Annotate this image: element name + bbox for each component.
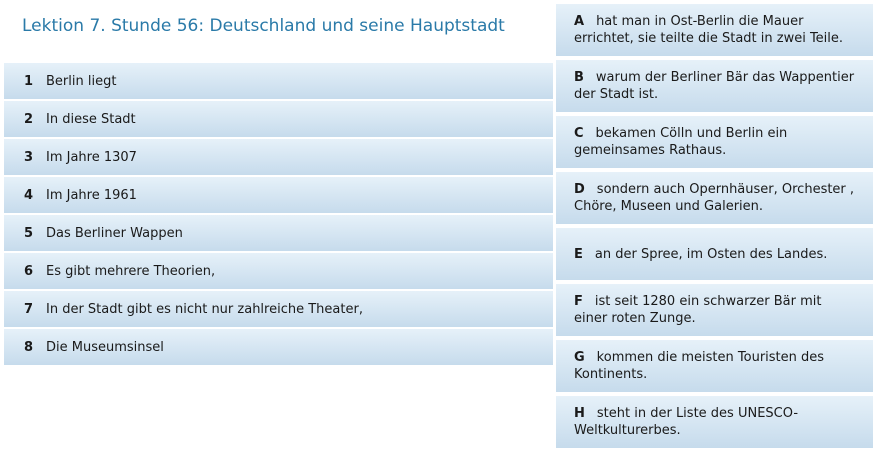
item-text-line1: hat man in Ost-Berlin die Mauer [596,14,804,29]
list-item[interactable] [556,228,873,280]
list-item[interactable] [4,177,553,213]
list-item[interactable] [4,63,553,99]
item-number: 4 [24,187,34,203]
item-number: 2 [24,111,34,127]
item-number: 8 [24,339,34,355]
item-text: In diese Stadt [46,111,136,127]
item-text: Die Museumsinsel [46,339,164,355]
item-text: Im Jahre 1307 [46,149,137,165]
item-text-line2: errichtet, sie teilte die Stadt in zwei Teile. [574,31,844,46]
list-item[interactable] [556,340,873,392]
list-item[interactable] [556,60,873,112]
item-text-line1: kommen die meisten Touristen des [596,350,825,365]
item-text-line2: gemeinsames Rathaus. [574,143,727,158]
list-item[interactable] [4,215,553,251]
item-letter: A [574,14,585,29]
item-text-line2: einer roten Zunge. [574,311,696,326]
item-number: 6 [24,263,34,279]
list-item[interactable] [556,116,873,168]
item-text-line2: Weltkulturerbes. [574,423,681,438]
list-item[interactable] [556,284,873,336]
item-text: Berlin liegt [46,73,117,89]
list-item[interactable] [556,172,873,224]
item-number: 5 [24,225,34,241]
item-text-line1: bekamen Cölln und Berlin ein [595,126,788,141]
item-number: 7 [24,301,34,317]
list-item[interactable] [556,396,873,448]
item-text-line1: an der Spree, im Osten des Landes. [594,247,828,262]
item-text-line1: warum der Berliner Bär das Wappentier [595,70,855,85]
item-letter: E [574,247,583,262]
list-item[interactable] [4,253,553,289]
item-text-line2: Kontinents. [574,367,648,382]
list-item[interactable] [4,291,553,327]
item-text-line2: Chöre, Museen und Galerien. [574,199,764,214]
item-text: Im Jahre 1961 [46,187,137,203]
item-text-line1: sondern auch Opernhäuser, Orchester , [596,182,855,197]
item-text: Das Berliner Wappen [46,225,183,241]
item-letter: H [574,406,585,421]
list-item[interactable] [4,101,553,137]
item-number: 1 [24,73,34,89]
item-text-line1: steht in der Liste des UNESCO- [596,406,799,421]
item-text: In der Stadt gibt es nicht nur zahlreiche Theater, [46,301,363,317]
item-letter: B [574,70,584,85]
item-text-line2: der Stadt ist. [574,87,659,102]
item-letter: C [574,126,584,141]
item-text: Es gibt mehrere Theorien, [46,263,216,279]
item-letter: G [574,350,585,365]
list-item[interactable] [4,139,553,175]
item-number: 3 [24,149,34,165]
page-title: Lektion 7. Stunde 56: Deutschland und seine Hauptstadt [22,16,505,36]
list-item[interactable] [556,4,873,56]
sentence-endings-list [556,4,873,452]
item-text-line1: ist seit 1280 ein schwarzer Bär mit [594,294,822,309]
list-item[interactable] [4,329,553,365]
item-letter: F [574,294,583,309]
item-letter: D [574,182,585,197]
sentence-starts-list [4,63,553,367]
